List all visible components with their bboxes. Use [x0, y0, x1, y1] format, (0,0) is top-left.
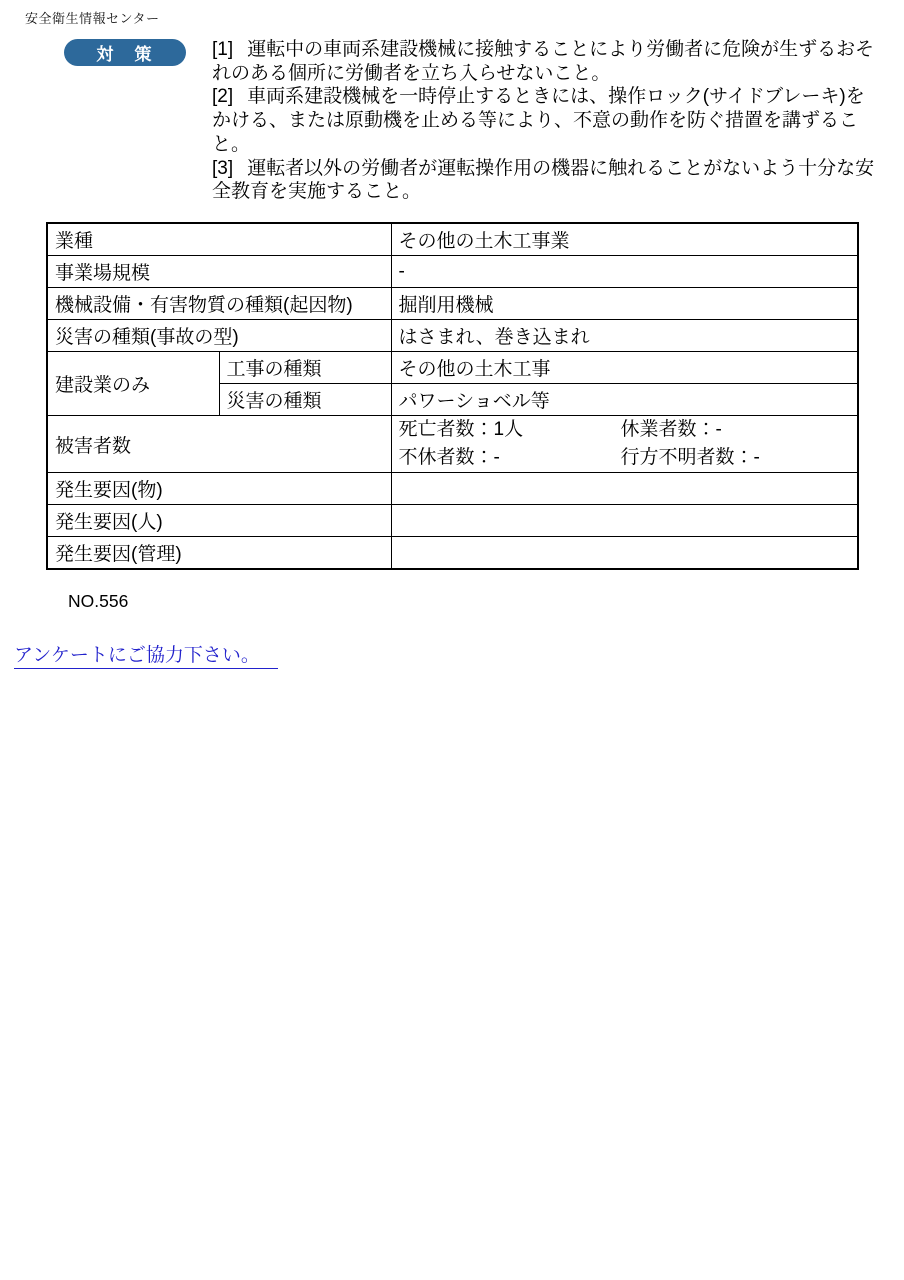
disaster-type-label: 災害の種類	[219, 384, 391, 416]
cause-human-value	[391, 505, 858, 537]
countermeasure-item-3-text: 運転者以外の労働者が運転操作用の機器に触れることがないよう十分な安全教育を実施すること。	[212, 157, 875, 203]
table-row-construction-work-type	[47, 352, 858, 384]
countermeasure-badge	[64, 39, 186, 66]
industry-label: 業種	[47, 223, 391, 256]
survey-link[interactable]: アンケートにご協力下さい。	[14, 640, 278, 669]
case-number: NO.556	[68, 591, 129, 611]
work-type-value: その他の土木工事	[391, 352, 858, 384]
table-row-cause-material	[47, 473, 858, 505]
countermeasure-item-2-number: [2]	[212, 86, 234, 108]
victim-stat-deaths: 死亡者数：1人	[398, 419, 524, 440]
cause-management-label: 発生要因(管理)	[47, 537, 391, 570]
machine-type-value: 掘削用機械	[391, 288, 858, 320]
site-name: 安全衛生情報センター	[25, 11, 160, 26]
cause-management-value	[391, 537, 858, 570]
machine-type-label: 機械設備・有害物質の種類(起因物)	[47, 288, 391, 320]
table-row-workplace-size	[47, 256, 858, 288]
countermeasure-item-3	[212, 157, 880, 204]
table-row-cause-human	[47, 505, 858, 537]
countermeasure-item-1	[212, 38, 880, 85]
table-row-victims	[47, 416, 858, 473]
countermeasure-item-1-number: [1]	[212, 39, 234, 60]
cause-material-label: 発生要因(物)	[47, 473, 391, 505]
cause-human-label: 発生要因(人)	[47, 505, 391, 537]
countermeasure-badge-label: 対 策	[96, 45, 154, 64]
countermeasure-item-2-text: 車両系建設機械を一時停止するときには、操作ロック(サイドブレーキ)をかける、または原動機を止める等により、不意の動作を防ぐ措置を講ずること。	[212, 86, 865, 155]
table-row-machine-type	[47, 288, 858, 320]
countermeasure-item-2	[212, 85, 880, 156]
workplace-size-value: -	[391, 256, 858, 288]
disaster-type-value: パワーショベル等	[391, 384, 858, 416]
countermeasure-item-1-text: 運転中の車両系建設機械に接触することにより労働者に危険が生ずるおそれのある個所に労働者を立ち入らせないこと。	[212, 39, 875, 84]
victims-value-cell	[391, 416, 858, 473]
accident-details-table	[46, 222, 859, 570]
victim-stat-no-lost-time: 不休者数：-	[398, 447, 500, 468]
industry-value: その他の土木工事業	[391, 223, 858, 256]
countermeasure-list	[212, 38, 880, 204]
cause-material-value	[391, 473, 858, 505]
victim-stat-missing: 行方不明者数：-	[620, 447, 760, 468]
countermeasure-item-3-number: [3]	[212, 157, 234, 179]
construction-only-label: 建設業のみ	[47, 352, 219, 416]
accident-type-label: 災害の種類(事故の型)	[47, 320, 391, 352]
victims-label: 被害者数	[47, 416, 391, 473]
accident-type-value: はさまれ、巻き込まれ	[391, 320, 858, 352]
victim-stats	[399, 418, 851, 470]
table-row-accident-type	[47, 320, 858, 352]
work-type-label: 工事の種類	[219, 352, 391, 384]
victim-stat-lost-time: 休業者数：-	[620, 419, 722, 440]
table-row-industry	[47, 223, 858, 256]
table-row-cause-management	[47, 537, 858, 570]
workplace-size-label: 事業場規模	[47, 256, 391, 288]
